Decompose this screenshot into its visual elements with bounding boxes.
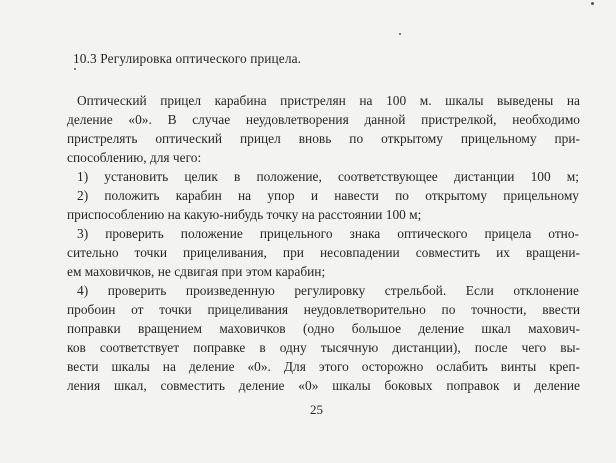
list-item-line: 4) проверить произведенную регулировку стрельбой. Если отклонение [77, 283, 579, 298]
paragraph-line: пристрелять оптический прицел вновь по открытому прицельному при- [67, 131, 580, 146]
list-item-line: сительно точки прицеливания, при несовпадении совместить их вращени- [67, 245, 580, 260]
list-item-line: ков соответствует поправке в одну тысячную дистанции), после чего вы- [67, 340, 580, 355]
scan-speck [591, 2, 594, 5]
section-heading: 10.3 Регулировка оптического прицела. [73, 51, 302, 66]
list-item-line: ем маховичков, не сдвигая при этом карабин; [67, 264, 326, 279]
paragraph-line: Оптический прицел карабина пристрелян на 100 м. шкалы выведены на [77, 93, 580, 108]
paragraph-line: способлению, для чего: [67, 150, 202, 165]
scan-speck [399, 33, 401, 35]
list-item-line: 3) проверить положение прицельного знака оптического прицела отно- [77, 226, 579, 241]
scan-speck [74, 68, 76, 70]
paragraph-line: деление «0». В случае неудовлетворения данной пристрелкой, необходимо [67, 112, 580, 127]
list-item-line: пробоин от точки прицеливания неудовлетворительно по точности, ввести [67, 302, 580, 317]
list-item-line: ления шкал, совместить деление «0» шкалы боковых поправок и деление [67, 378, 580, 393]
list-item-line: вести шкалы на деление «0». Для этого осторожно ослабить винты креп- [67, 359, 580, 374]
list-item-line: приспособлению на какую-нибудь точку на расстоянии 100 м; [67, 207, 422, 222]
page-number: 25 [310, 402, 323, 417]
list-item-line: 1) установить целик в положение, соответствующее дистанции 100 м; [77, 169, 579, 184]
list-item-line: 2) положить карабин на упор и навести по открытому прицельному [77, 188, 579, 203]
list-item-line: поправки вращением маховичков (одно большое деление шкал махович- [67, 321, 580, 336]
